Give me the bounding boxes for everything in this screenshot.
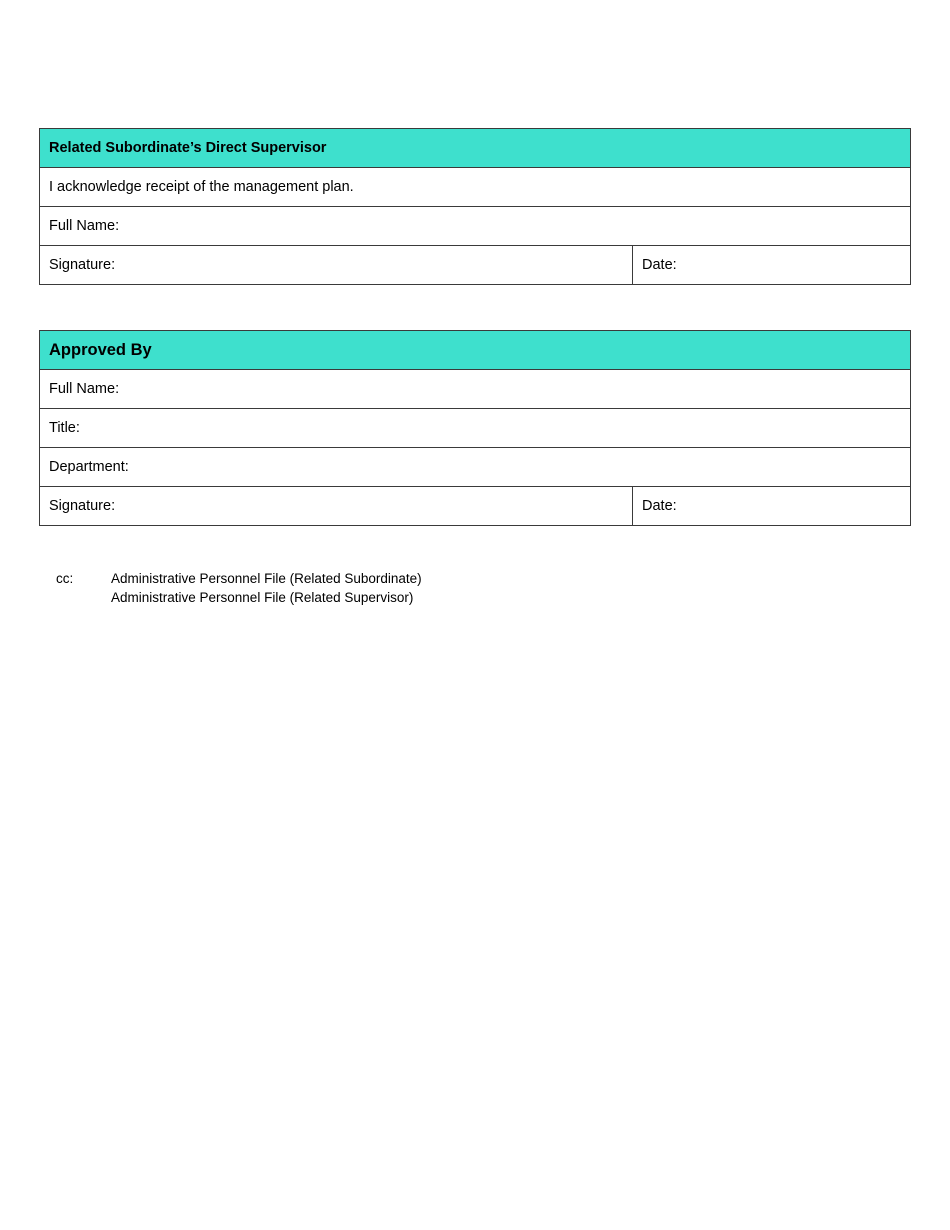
cc-label: cc: — [56, 571, 74, 586]
table-row — [40, 370, 911, 409]
approver-signature-field[interactable] — [40, 487, 633, 526]
full-name-label: Full Name: — [49, 218, 120, 234]
signature-label: Signature: — [49, 257, 116, 273]
cc-recipient-list — [111, 570, 422, 607]
table-row — [40, 448, 911, 487]
table-row — [40, 487, 911, 526]
department-label: Department: — [49, 459, 129, 475]
date-label: Date: — [642, 498, 677, 514]
table-row — [40, 246, 911, 285]
cc-recipient: Administrative Personnel File (Related Supervisor) — [111, 589, 414, 605]
approver-title-field[interactable] — [40, 409, 911, 448]
table-row — [40, 409, 911, 448]
table-row — [40, 331, 911, 370]
title-label: Title: — [49, 420, 80, 436]
approver-date-field[interactable] — [633, 487, 911, 526]
approver-full-name-field[interactable] — [40, 370, 911, 409]
section-header-supervisor: Related Subordinate’s Direct Supervisor — [40, 129, 911, 168]
full-name-label: Full Name: — [49, 381, 120, 397]
supervisor-signature-field[interactable] — [40, 246, 633, 285]
table-row — [40, 129, 911, 168]
table-row — [40, 207, 911, 246]
section-header-approved-by: Approved By — [40, 331, 911, 370]
date-label: Date: — [642, 257, 677, 273]
supervisor-full-name-field[interactable] — [40, 207, 911, 246]
supervisor-date-field[interactable] — [633, 246, 911, 285]
cc-recipient: Administrative Personnel File (Related Subordinate) — [111, 571, 422, 586]
supervisor-acknowledgement-table — [39, 128, 911, 285]
approved-by-table — [39, 330, 911, 526]
approver-department-field[interactable] — [40, 448, 911, 487]
table-row — [40, 168, 911, 207]
acknowledgement-statement: I acknowledge receipt of the management plan. — [40, 168, 911, 207]
signature-label: Signature: — [49, 498, 116, 514]
